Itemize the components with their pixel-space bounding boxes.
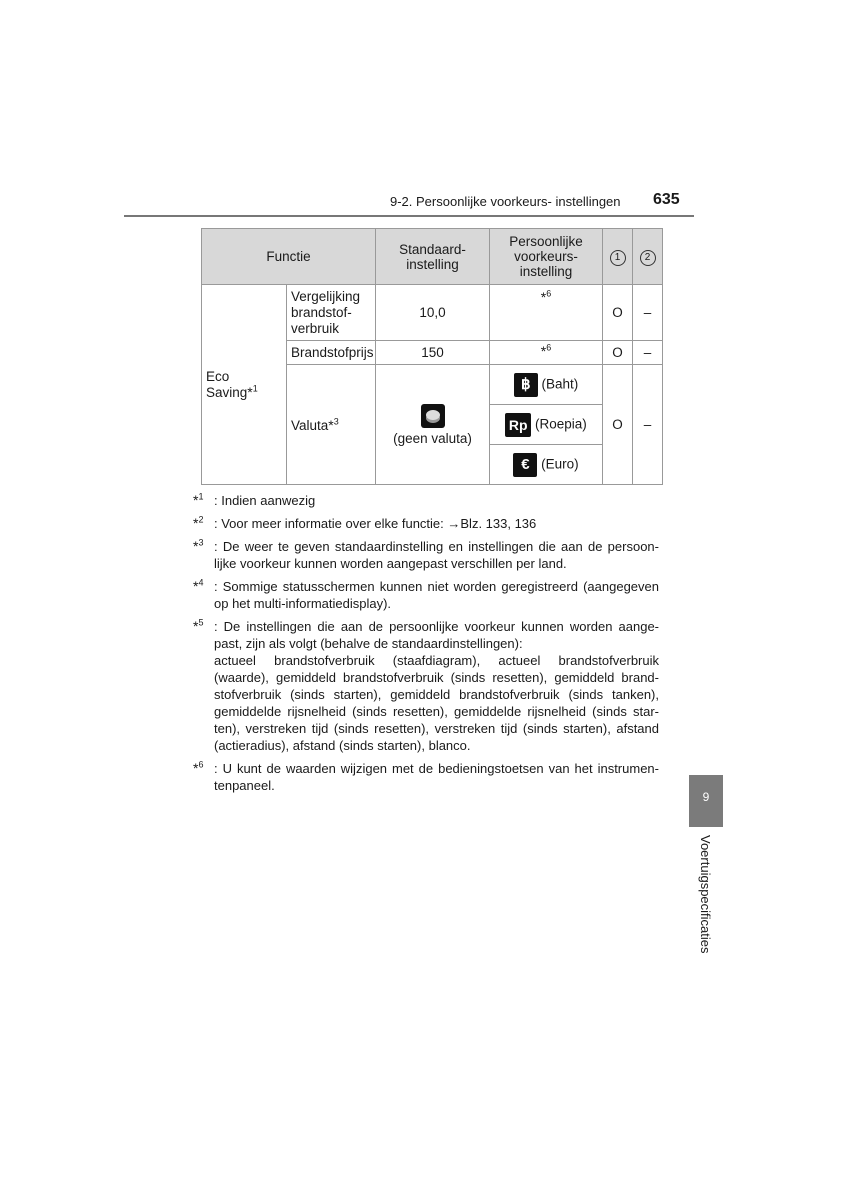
rupiah-icon: Rp <box>505 413 531 437</box>
group-label: Eco Saving <box>206 369 248 400</box>
row-c1: O <box>603 341 633 365</box>
coins-icon <box>421 404 445 428</box>
header-default: Standaard- instelling <box>376 229 490 285</box>
row-default: (geen valuta) <box>393 430 472 446</box>
baht-icon: ฿ <box>514 373 538 397</box>
row-note: 6 <box>546 288 552 299</box>
chapter-tab: 9 <box>689 775 723 827</box>
euro-icon: € <box>513 453 537 477</box>
row-default: 150 <box>376 341 490 365</box>
circled-one-icon: 1 <box>610 250 626 266</box>
header-personal: Persoonlijke voorkeurs- instelling <box>490 229 603 285</box>
row-name: Brandstofprijs <box>287 341 376 365</box>
footnote: *$^3$ : De weer te geven standaardinstelling en instellingen die aan de persoon-lijke voorkeur kunnen worden aangepast verschillen per land. <box>193 537 659 571</box>
section-title: 9-2. Persoonlijke voorkeurs- instellingen <box>390 194 621 209</box>
row-c2: – <box>633 285 663 341</box>
footnote: *$^4$ : Sommige statusschermen kunnen niet worden geregistreerd (aangegeven op het multi-informatiedisplay). <box>193 577 659 611</box>
row-c2: – <box>633 341 663 365</box>
circled-two-icon: 2 <box>640 250 656 266</box>
footnote: *$^1$ : Indien aanwezig <box>193 491 316 508</box>
group-cell: Eco Saving*$^1$ <box>202 285 287 485</box>
footnotes <box>193 492 659 800</box>
option-baht: ฿ (Baht) <box>490 365 603 405</box>
settings-table: Functie Standaard- instelling Persoonlijke voorkeurs- instelling 1 2 Eco Saving*$^1$ Vergelijking brandstof- verbruik 10,0 *$^6$ O – Brandstofprijs 150 *$^6$ O – Valuta*$^3$ (geen valuta) ฿ (Baht) O – Rp (Roepia) € (Euro) <box>201 228 663 485</box>
row-c1: O <box>603 285 633 341</box>
footnote: *$^6$ : U kunt de waarden wijzigen met de bedieningstoetsen van het instrumen-tenpaneel. <box>193 759 659 793</box>
row-c1: O <box>603 365 633 485</box>
footnote: *$^5$ : De instellingen die aan de persoonlijke voorkeur kunnen worden aange-past, zijn als volgt (behalve de standaardinstellingen): actueel brandstofverbruik (staafdiagram), actueel brandstofverbruik (waarde), gemiddeld brandstofverbruik (sinds resetten), gemiddeld brand-stofverbruik (sinds starten), gemiddeld brandstofverbruik (sinds tanken), gemiddelde rijsnelheid (sinds resetten), gemiddelde rijsnelheid (sinds star-ten), verstreken tijd (sinds resetten), verstreken tijd (sinds starten), afstand (actieradius), afstand (sinds starten), blanco. <box>193 617 659 753</box>
header-function: Functie <box>202 229 376 285</box>
row-name: Valuta <box>291 417 329 433</box>
option-rupiah: Rp (Roepia) <box>490 405 603 445</box>
page-number: 635 <box>653 191 680 208</box>
group-note: 1 <box>252 383 258 394</box>
header-divider <box>124 215 694 217</box>
row-name: Vergelijking brandstof- verbruik <box>287 285 376 341</box>
footnote: *$^2$ : Voor meer informatie over elke functie: →Blz. 133, 136 <box>193 514 537 531</box>
row-note: 6 <box>546 342 552 353</box>
chapter-label: Voertuigspecificaties <box>698 835 713 954</box>
row-default: 10,0 <box>376 285 490 341</box>
row-c2: – <box>633 365 663 485</box>
row-note: 3 <box>333 416 339 426</box>
option-euro: € (Euro) <box>490 445 603 485</box>
